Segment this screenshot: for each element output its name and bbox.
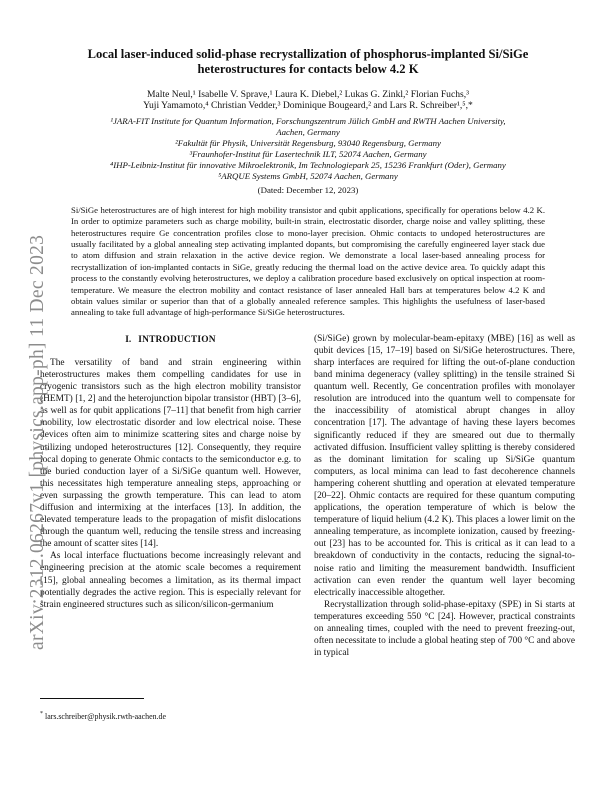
paragraph: As local interface fluctuations become increasingly relevant and engineering precision at the atomic scale becomes a requirement [15], global annealing becomes a limitation, as its thermal impact potentially degrades the active region. This is especially relevant for strain engineered structures such as silicon/silicon-germanium — [40, 551, 301, 610]
abstract-text: Si/SiGe heterostructures are of high interest for high mobility transistor and qubit applications, specifically for operations below 4.2 K. In order to optimize parameters such as charge mobility, built-in strain, electrostatic disorder, charge noise and valley splitting, these heterostructures require Ge concentration profiles close to mono-layer precision. Ohmic contacts to undoped heterostructures are usually facilitated by a global annealing step activating implanted dopants, but compromising the carefully engineered layer stack due to atom diffusion and strain relaxation in the active device region. We demonstrate a local laser-based annealing process for recrystallization of ion-implanted contacts in SiGe, greatly reducing the thermal load on the active device area. To quickly adapt this process to the constantly evolving heterostructures, we deploy a calibration procedure based exclusively on optical inspection at room-temperature. We measure the electron mobility and contact resistance of laser annealed Hall bars at temperatures below 4.2 K and obtain values similar or superior than that of a globally annealed reference samples. This highlights the usefulness of laser-based annealing to take full advantage of high-performance Si/SiGe heterostructures. — [71, 204, 545, 318]
right-column — [314, 333, 575, 699]
footnote-marker: * — [40, 711, 43, 717]
paper-content — [0, 47, 612, 699]
affiliation-line: ⁵ARQUE Systems GmbH, 52074 Aachen, Germany — [218, 170, 398, 181]
section-heading-introduction — [40, 334, 301, 346]
footnote-text — [40, 711, 302, 721]
paragraph: Recrystallization through solid-phase-epitaxy (SPE) in Si starts at temperatures exceeding 550 °C [24]. However, practical constraints on annealing times, coupled with the need to prevent freezing-out, often necessitate to include a global heating step of 700 °C and above in typical — [314, 599, 575, 659]
left-column — [40, 333, 301, 699]
footnote-divider — [40, 698, 144, 699]
author-line: Yuji Yamamoto,⁴ Christian Vedder,³ Dominique Bougeard,² and Lars R. Schreiber¹,⁵,* — [143, 100, 473, 112]
affiliation-line: ²Fakultät für Physik, Universität Regensburg, 93040 Regensburg, Germany — [175, 137, 441, 148]
affiliation-line: ³Fraunhofer-Institut für Lasertechnik ILT, 52074 Aachen, Germany — [189, 148, 427, 159]
footnote — [40, 694, 302, 734]
paragraph: (Si/SiGe) grown by molecular-beam-epitaxy (MBE) [16] as well as qubit devices [15, 17–19] based on Si/SiGe heterostructures. There, sharp interfaces are required for lifting the out-of-plane conduction band minima degeneracy (valley splitting) in the tensile strained Si quantum well. Recently, Ge concentration profiles with monolayer resolution are introduced into the quantum well to compensate for the inaccessibility of atomistical abrupt changes in alloy concentration [17]. The advantage of having these layers becomes significantly reduced if they are smeared out due to thermally activated diffusion. Insufficient valley splitting is thereby considered as the dominant limitation for scaling up Si/SiGe quantum computers, as local minima can lead to fast decoherence channels hampering coherent shuttling and operation at elevated temperature [20–22]. Ohmic contacts are required for these quantum computing applications, the operation temperature of which is below the temperature of liquid helium (4.2 K). This places a lower limit on the annealing temperature, as incomplete ionization, caused by freezing-out [23] has to be accounted for. This is critical as it can lead to a breakdown of conductivity in the contacts, reducing the signal-to-noise ratio and limiting the measurement bandwidth. Insufficient activation can even render the quantum well layer becoming electrically inaccessible altogether. — [314, 333, 575, 598]
paragraph: The versatility of band and strain engineering within heterostructures makes them compelling candidates for use in cryogenic transistors such as the high electron mobility transistor (HEMT) [1, 2] and the heterojunction bipolar transistor (HBT) [3–6], as well as for qubit applications [7–11] that benefit from high carrier mobility, low electrostatic disorder and low electrical noise. These devices often aim to minimize scattering sites and charge noise by utilizing undoped heterostructures [12]. Consequently, they require local doping to generate Ohmic contacts to the semiconductor e.g. to the buried conduction layer of a Si/SiGe quantum well. However, this necessitates high temperature annealing steps, approaching or even surpassing the growth temperature. This can lead to atom diffusion and intermixing at the interfaces [13]. In addition, the elevated temperature leads to the propagation of misfit dislocations through the quantum well, reducing the tensile stress and increasing the amount of scatter sites [14]. — [40, 357, 301, 550]
author-line: Malte Neul,¹ Isabelle V. Sprave,¹ Laura K. Diebel,² Lukas G. Zinkl,² Florian Fuchs,³ — [146, 88, 470, 100]
affiliation-line: ¹JARA-FIT Institute for Quantum Information, Forschungszentrum Jülich GmbH and RWTH Aachen University, Aachen, Germany — [110, 115, 506, 137]
arxiv-banner: arXiv:2312.06267v1 [physics.app-ph] 11 Dec 2023 — [27, 234, 48, 650]
paper-title: Local laser-induced solid-phase recrystallization of phosphorus-implanted Si/SiGe heterostructures for contacts below 4.2 K — [87, 47, 529, 77]
affiliation-block — [98, 116, 518, 182]
footnote-email-link[interactable]: lars.schreiber@physik.rwth-aachen.de — [45, 711, 166, 721]
author-block — [40, 89, 576, 112]
section-number: I. — [125, 334, 132, 345]
two-column-body — [40, 333, 576, 699]
affiliation-line: ⁴IHP-Leibniz-Institut für innovative Mikroelektronik, Im Technologiepark 25, 15236 Frankfurt (Oder), Germany — [110, 159, 506, 170]
date-line: (Dated: December 12, 2023) — [257, 184, 359, 195]
section-label: INTRODUCTION — [138, 334, 216, 345]
